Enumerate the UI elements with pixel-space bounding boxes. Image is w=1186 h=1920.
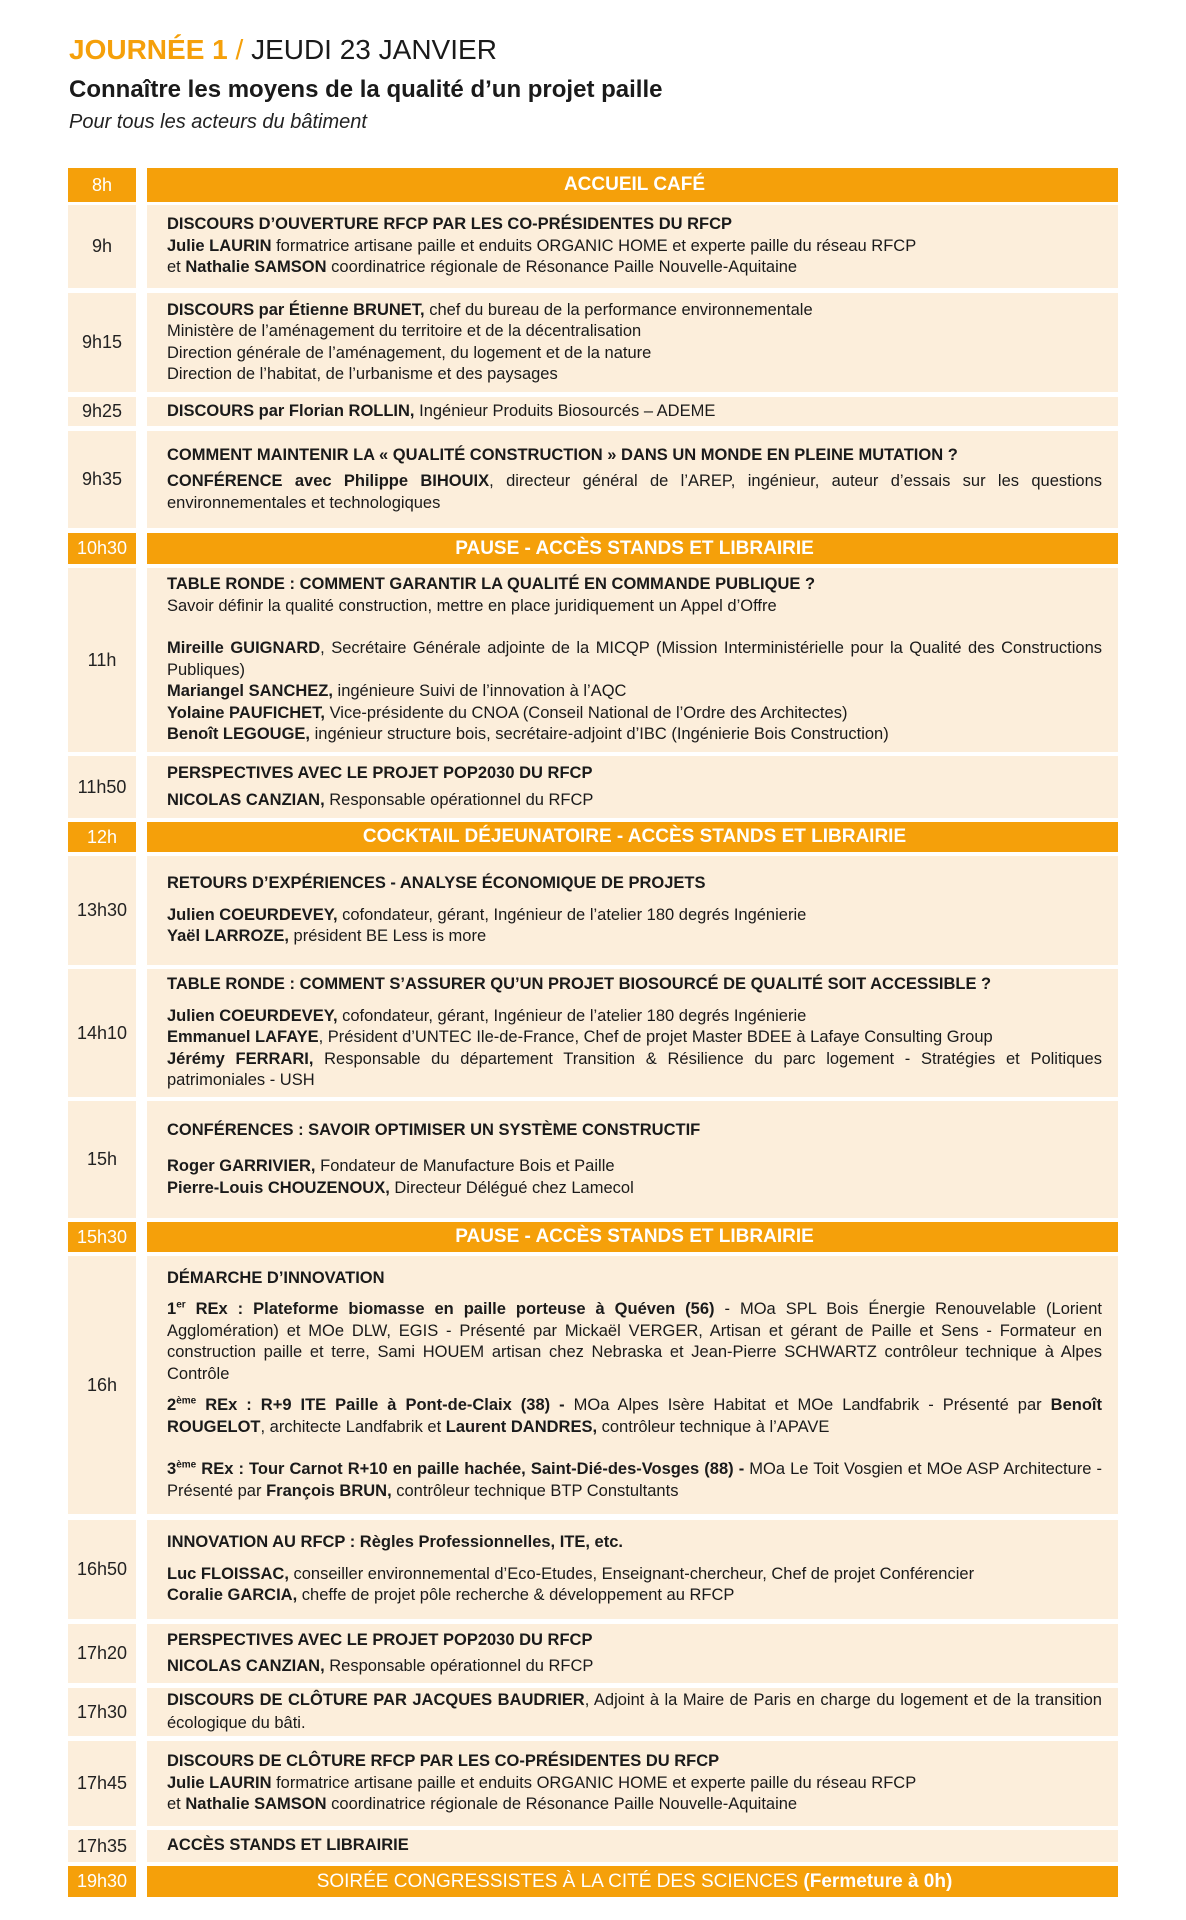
speaker-line [167,1049,1102,1092]
speaker-desc: cheffe de projet pôle recherche & développement au RFCP [297,1586,735,1605]
session-cell [147,431,1118,528]
schedule-row [68,293,1118,392]
audience-note: Pour tous les acteurs du bâtiment [69,111,367,133]
speaker-name: CONFÉRENCE avec Philippe BIHOUIX [167,472,490,491]
speaker-name: Julie LAURIN [167,1773,272,1792]
speaker-desc: coordinatrice régionale de Résonance Paille Nouvelle-Aquitaine [326,258,798,277]
schedule-row [68,568,1118,752]
rex-desc: - MOa SPL Bois Énergie Renouvelable (Lorient Agglomération) et MOe DLW, EGIS - Présenté par Mickaël VERGER, Artisan et gérant de Paille et Sens - Formateur en construction paille et terre, Sami HOUEM artisan chez Nebraska et Jean-Pierre SCHWARTZ contrôleur technique à Alpes Contrôle [167,1300,1102,1383]
speaker-desc: ingénieure Suivi de l’innovation à l’AQC [332,682,627,701]
day-date: JEUDI 23 JANVIER [251,34,497,65]
speaker-line [167,926,1102,948]
rex-desc: contrôleur technique BTP Constultants [391,1481,679,1500]
time-slot: 9h25 [68,397,136,426]
time-slot: 17h20 [68,1624,136,1683]
org-line: Direction de l’habitat, de l’urbanisme et des paysages [167,365,558,383]
rex-number: 1er REx : Plateforme biomasse en paille porteuse à Quéven (56) [167,1299,715,1319]
speaker-name: Yaël LARROZE, [167,927,289,946]
session-subtitle: Savoir définir la qualité construction, mettre en place juridiquement un Appel d’Offre [167,596,777,615]
session-cell [147,1741,1118,1826]
speaker-line [167,1027,1102,1049]
speaker-line [167,790,1102,812]
org-line: Direction générale de l’aménagement, du logement et de la nature [167,343,652,362]
session-title: DISCOURS par Étienne BRUNET, [167,300,425,319]
speaker-desc: formatrice artisane paille et enduits ORGANIC HOME et experte paille du réseau RFCP [271,1773,917,1792]
speaker-desc: Responsable opérationnel du RFCP [324,790,594,809]
schedule-row-band [68,1222,1118,1252]
speaker-name: NICOLAS CANZIAN, [167,1657,325,1675]
session-title: PERSPECTIVES AVEC LE PROJET POP2030 DU RFCP [167,764,593,782]
session-cell [147,856,1118,965]
speaker-name: Pierre-Louis CHOUZENOUX, [167,1178,390,1197]
speaker-line [167,905,1102,927]
rex-item [167,1395,1102,1438]
schedule-row [68,969,1118,1097]
time-slot: 9h [68,205,136,288]
rex-number: 3ème REx : Tour Carnot R+10 en paille hachée, Saint-Dié-des-Vosges (88) - [167,1459,745,1479]
rex-number: 2ème REx : R+9 ITE Paille à Pont-de-Claix (38) - [167,1395,565,1415]
session-cell [147,1520,1118,1619]
session-title: DISCOURS D’OUVERTURE RFCP PAR LES CO-PRÉSIDENTES DU RFCP [167,215,733,234]
time-slot: 16h [68,1256,136,1514]
speaker-desc: cofondateur, gérant, Ingénieur de l’atelier 180 degrés Ingénierie [337,905,807,924]
day-heading [69,34,497,66]
speaker-name: NICOLAS CANZIAN, [167,790,325,809]
time-slot: 17h30 [68,1688,136,1736]
speaker-line [167,1006,1102,1028]
rex-item [167,1299,1102,1385]
speaker-line [167,257,1102,279]
rex-desc: MOa Le Toit Vosgien et MOe ASP Architecture - Présenté par [167,1460,1103,1500]
speaker-name: Benoît LEGOUGE, [167,725,311,744]
schedule-row [68,1520,1118,1619]
session-cell [147,397,1118,426]
speaker-name: Julien COEURDEVEY, [167,905,338,924]
time-slot: 8h [68,168,136,202]
session-title: PERSPECTIVES AVEC LE PROJET POP2030 DU RFCP [167,1630,593,1649]
band-title [147,533,1118,564]
speaker-name: François BRUN, [266,1481,392,1500]
speaker-desc: conseiller environnemental d’Eco-Etudes, Enseignant-chercheur, Chef de projet Conférencier [288,1564,975,1583]
session-title: DÉMARCHE D’INNOVATION [167,1268,385,1287]
schedule-row [68,856,1118,965]
time-slot: 9h15 [68,293,136,392]
schedule-row-band [68,1866,1118,1897]
time-slot: 17h35 [68,1830,136,1862]
band-title [147,1222,1118,1252]
speaker-name: Nathalie SAMSON [185,258,327,277]
speaker-name: Yolaine PAUFICHET, [167,703,325,722]
speaker-name: Benoît ROUGELOT [167,1396,1102,1436]
speaker-line [167,1156,1102,1178]
rex-desc: contrôleur technique à l’APAVE [597,1417,830,1436]
time-slot: 19h30 [68,1866,136,1897]
speaker-prefix: et [167,258,186,277]
session-cell [147,1624,1118,1683]
speaker-line [167,703,1102,725]
session-title: INNOVATION AU RFCP : Règles Professionnelles, ITE, etc. [167,1533,623,1552]
speaker-name: Emmanuel LAFAYE [167,1028,319,1047]
schedule-row [68,1101,1118,1218]
session-title: CONFÉRENCES : SAVOIR OPTIMISER UN SYSTÈME CONSTRUCTIF [167,1120,701,1139]
band-title-text: COCKTAIL DÉJEUNATOIRE - ACCÈS STANDS ET LIBRAIRIE [362,826,907,848]
time-slot: 15h [68,1101,136,1218]
session-title: TABLE RONDE : COMMENT GARANTIR LA QUALITÉ EN COMMANDE PUBLIQUE ? [167,575,816,594]
schedule-row-band [68,822,1118,852]
session-cell [147,969,1118,1097]
rex-desc: , architecte Landfabrik et [260,1417,446,1436]
session-cell [147,205,1118,288]
speaker-line [167,236,1102,258]
band-title-text: PAUSE - ACCÈS STANDS ET LIBRAIRIE [455,537,814,559]
speaker-desc: ingénieur structure bois, secrétaire-adjoint d’IBC (Ingénierie Bois Construction) [310,725,889,744]
session-cell [147,756,1118,818]
schedule-row [68,1256,1118,1514]
band-title [147,1866,1118,1897]
speaker-desc: Fondateur de Manufacture Bois et Paille [315,1157,615,1176]
band-title-text: SOIRÉE CONGRESSISTES À LA CITÉ DES SCIENCES [316,1870,799,1892]
speaker-name: Roger GARRIVIER, [167,1157,316,1176]
speaker-desc: Responsable du département Transition & Résilience du parc logement - Stratégies et Politiques patrimoniales - USH [167,1049,1102,1090]
speaker-line [167,1773,1102,1795]
org-line: Ministère de l’aménagement du territoire et de la décentralisation [167,322,642,340]
rex-item [167,1459,1102,1502]
band-title [147,168,1118,202]
band-title [147,822,1118,852]
schedule-row [68,1624,1118,1683]
time-slot: 9h35 [68,431,136,528]
time-slot: 11h50 [68,756,136,818]
session-cell [147,568,1118,752]
speaker-name: Laurent DANDRES, [445,1417,598,1436]
speaker-desc: Directeur Délégué chez Lamecol [389,1178,634,1197]
session-cell [147,1256,1118,1514]
speaker-desc: coordinatrice régionale de Résonance Paille Nouvelle-Aquitaine [326,1795,798,1814]
speaker-line [167,1656,1102,1678]
speaker-desc: , Secrétaire Générale adjointe de la MICQP (Mission Interministérielle pour la Qualité des Constructions Publiques) [167,639,1102,679]
speaker-line [167,681,1102,703]
speaker-line [167,638,1102,681]
time-slot: 12h [68,822,136,852]
session-cell [147,293,1118,392]
time-slot: 17h45 [68,1741,136,1826]
speaker-line [167,471,1102,514]
schedule-row [68,431,1118,528]
speaker-line [167,1564,1102,1586]
speaker-name: Nathalie SAMSON [185,1795,327,1814]
time-slot: 11h [68,568,136,752]
schedule-row [68,1741,1118,1826]
session-title-desc: chef du bureau de la performance environnementale [424,300,813,319]
speaker-line [167,1178,1102,1200]
schedule-row [68,756,1118,818]
day-label: JOURNÉE 1 [69,34,228,65]
speaker-name: Mariangel SANCHEZ, [167,682,333,701]
schedule-row-band [68,168,1118,202]
speaker-desc: , Président d’UNTEC Ile-de-France, Chef de projet Master BDEE à Lafaye Consulting Group [318,1028,993,1047]
time-slot: 10h30 [68,533,136,564]
time-slot: 13h30 [68,856,136,965]
session-title: COMMENT MAINTENIR LA « QUALITÉ CONSTRUCTION » DANS UN MONDE EN PLEINE MUTATION ? [167,445,958,464]
band-title-text: ACCUEIL CAFÉ [563,174,706,196]
speaker-desc: formatrice artisane paille et enduits ORGANIC HOME et experte paille du réseau RFCP [271,236,917,255]
band-title-suffix: (Fermeture à 0h) [798,1870,953,1892]
schedule-row-band [68,533,1118,564]
session-title-desc: , Adjoint à la Maire de Paris en charge du logement et de la transition écologique du bâti. [167,1691,1102,1732]
speaker-name: Julie LAURIN [167,236,272,255]
schedule-row [68,1688,1118,1736]
speaker-line [167,724,1102,746]
time-slot: 16h50 [68,1520,136,1619]
session-cell [147,1688,1118,1736]
speaker-desc: Vice-présidente du CNOA (Conseil National de l’Ordre des Architectes) [325,703,848,722]
time-slot: 15h30 [68,1222,136,1252]
speaker-prefix: et [167,1795,186,1814]
speaker-name: Mireille GUIGNARD [167,639,321,658]
schedule-row [68,397,1118,426]
speaker-name: Luc FLOISSAC, [167,1564,289,1583]
session-cell [147,1101,1118,1218]
speaker-desc: , directeur général de l’AREP, ingénieur, auteur d’essais sur les questions environnementales et technologiques [167,472,1102,512]
session-cell [147,1830,1118,1862]
session-title: DISCOURS par Florian ROLLIN, [167,401,415,420]
speaker-name: Coralie GARCIA, [167,1586,298,1605]
schedule-row [68,1830,1118,1862]
page-title: Connaître les moyens de la qualité d’un projet paille [69,76,663,103]
speaker-line [167,1585,1102,1607]
session-title: DISCOURS DE CLÔTURE PAR JACQUES BAUDRIER [167,1691,585,1709]
band-title-text: PAUSE - ACCÈS STANDS ET LIBRAIRIE [455,1226,814,1248]
speaker-name: Julien COEURDEVEY, [167,1006,338,1025]
speaker-line [167,1794,1102,1816]
speaker-name: Jérémy FERRARI, [167,1049,314,1068]
schedule-row [68,205,1118,288]
speaker-desc: cofondateur, gérant, Ingénieur de l’atelier 180 degrés Ingénierie [337,1006,807,1025]
session-title: TABLE RONDE : COMMENT S’ASSURER QU’UN PROJET BIOSOURCÉ DE QUALITÉ SOIT ACCESSIBLE ? [167,975,992,994]
time-slot: 14h10 [68,969,136,1097]
session-title: ACCÈS STANDS ET LIBRAIRIE [167,1836,409,1855]
rex-desc: MOa Alpes Isère Habitat et MOe Landfabrik - Présenté par [564,1396,1051,1415]
session-title: DISCOURS DE CLÔTURE RFCP PAR LES CO-PRÉSIDENTES DU RFCP [167,1752,720,1771]
session-title: RETOURS D’EXPÉRIENCES - ANALYSE ÉCONOMIQUE DE PROJETS [167,874,706,893]
heading-separator: / [227,34,252,65]
session-title-desc: Ingénieur Produits Biosourcés – ADEME [414,401,716,420]
speaker-desc: président BE Less is more [288,927,487,946]
speaker-desc: Responsable opérationnel du RFCP [324,1657,594,1675]
